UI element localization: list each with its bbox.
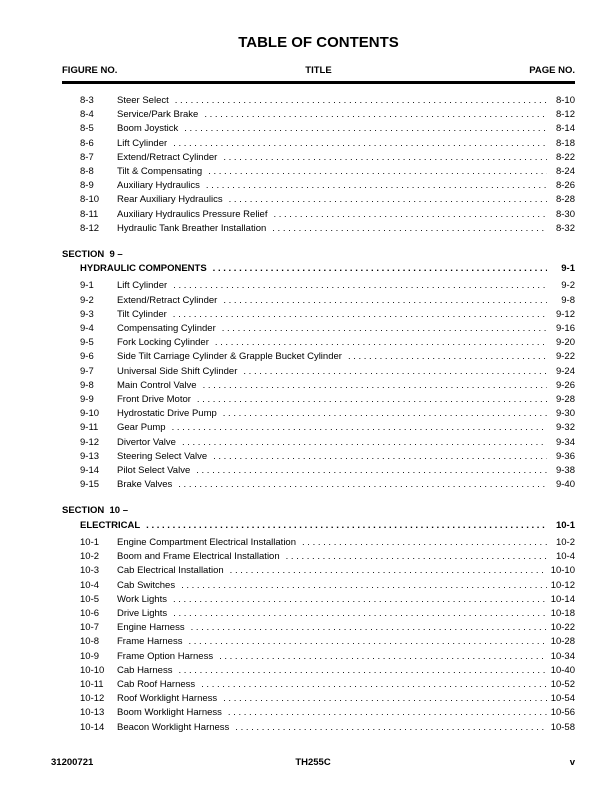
dot-leader: [286, 550, 547, 564]
entry-figure-no: 10-4: [80, 579, 100, 591]
entry-figure-no: 10-8: [80, 636, 100, 648]
entry-figure-no: 9-1: [80, 280, 94, 292]
entry-title: Divertor Valve: [117, 436, 176, 448]
toc-entry: [62, 94, 575, 108]
toc-entry: [62, 294, 575, 308]
toc-entry: [62, 407, 575, 421]
entry-title: Engine Compartment Electrical Installation: [117, 536, 297, 548]
entry-title: Compensating Cylinder: [117, 323, 216, 335]
entry-page-no: 9-36: [555, 450, 575, 462]
dot-leader: [204, 108, 547, 122]
toc-entry: [62, 336, 575, 350]
entry-figure-no: 10-1: [80, 536, 100, 548]
entry-figure-no: 9-10: [80, 408, 100, 420]
dot-leader: [229, 193, 547, 207]
entry-title: Extend/Retract Cylinder: [117, 294, 218, 306]
entry-figure-no: 10-7: [80, 622, 100, 634]
entry-page-no: 8-32: [555, 222, 575, 234]
toc-entry: [62, 350, 575, 364]
entry-title: Pilot Select Valve: [117, 465, 191, 477]
entry-figure-no: 10-3: [80, 565, 100, 577]
entry-page-no: 10-4: [555, 551, 575, 563]
entry-title: Cab Switches: [117, 579, 176, 591]
entry-page-no: 10-12: [550, 579, 575, 591]
entry-title: Service/Park Brake: [117, 109, 199, 121]
entry-figure-no: 10-6: [80, 607, 100, 619]
toc-entry: [62, 279, 575, 293]
entry-title: Rear Auxiliary Hydraulics: [117, 194, 223, 206]
entry-page-no: 10-18: [550, 607, 575, 619]
entry-figure-no: 9-3: [80, 308, 94, 320]
toc-entry: [62, 421, 575, 435]
entry-page-no: 9-30: [555, 408, 575, 420]
column-figure-no: FIGURE NO.: [62, 65, 118, 76]
dot-leader: [172, 421, 547, 435]
toc-entry: [62, 550, 575, 564]
entry-figure-no: 8-9: [80, 180, 94, 192]
section-page-no: 10-1: [555, 519, 575, 531]
entry-page-no: 10-22: [550, 622, 575, 634]
entry-figure-no: 9-6: [80, 351, 94, 363]
dot-leader: [273, 208, 547, 222]
entry-page-no: 10-56: [550, 707, 575, 719]
entry-title: Lift Cylinder: [117, 137, 168, 149]
toc-entry: [62, 664, 575, 678]
entry-page-no: 8-10: [555, 95, 575, 106]
entry-page-no: 9-2: [561, 280, 575, 292]
entry-title: Main Control Valve: [117, 379, 197, 391]
column-title: TITLE: [305, 65, 332, 76]
column-headers: [62, 65, 575, 84]
dot-leader: [272, 222, 547, 236]
entry-figure-no: 9-14: [80, 465, 100, 477]
section-title-row: [62, 262, 575, 276]
toc-entry: [62, 179, 575, 193]
entry-figure-no: 8-7: [80, 151, 94, 163]
dot-leader: [213, 262, 547, 276]
page-content: [62, 34, 575, 735]
entry-page-no: 9-34: [555, 436, 575, 448]
toc-entry: [62, 208, 575, 222]
entry-page-no: 10-10: [550, 565, 575, 577]
dot-leader: [203, 379, 547, 393]
footer-page-number: v: [569, 757, 575, 768]
entry-title: Front Drive Motor: [117, 394, 191, 406]
toc-entry: [62, 678, 575, 692]
entry-page-no: 9-12: [555, 308, 575, 320]
dot-leader: [146, 519, 547, 533]
entry-figure-no: 10-11: [80, 678, 104, 690]
toc-entry: [62, 379, 575, 393]
toc-entry: [62, 478, 575, 492]
entry-page-no: 9-32: [555, 422, 575, 434]
dot-leader: [230, 564, 547, 578]
dot-leader: [178, 664, 547, 678]
dot-leader: [228, 706, 547, 720]
dot-leader: [206, 179, 547, 193]
column-page-no: PAGE NO.: [529, 65, 575, 76]
entry-title: Roof Worklight Harness: [117, 693, 218, 705]
dot-leader: [175, 94, 547, 108]
dot-leader: [235, 721, 547, 735]
entry-title: Tilt & Compensating: [117, 166, 203, 178]
entry-figure-no: 10-5: [80, 593, 100, 605]
entry-title: Boom Worklight Harness: [117, 707, 222, 719]
toc-entry: [62, 579, 575, 593]
entry-title: Frame Option Harness: [117, 650, 214, 662]
toc-entry: [62, 137, 575, 151]
toc-entry: [62, 706, 575, 720]
entry-figure-no: 9-9: [80, 394, 94, 406]
section-page-no: 9-1: [561, 263, 575, 275]
dot-leader: [215, 336, 547, 350]
entry-page-no: 9-8: [561, 294, 575, 306]
dot-leader: [197, 393, 547, 407]
section-title: ELECTRICAL: [80, 519, 141, 531]
toc-entry: [62, 151, 575, 165]
entry-title: Hydrostatic Drive Pump: [117, 408, 217, 420]
entry-figure-no: 9-5: [80, 337, 94, 349]
dot-leader: [188, 635, 547, 649]
entry-title: Steering Select Valve: [117, 450, 208, 462]
toc-entry: [62, 536, 575, 550]
entry-figure-no: 10-13: [80, 707, 105, 719]
entry-title: Boom and Frame Electrical Installation: [117, 551, 280, 563]
section-heading-block: [62, 504, 575, 532]
toc-entry: [62, 650, 575, 664]
dot-leader: [223, 294, 547, 308]
entry-page-no: 8-18: [555, 137, 575, 149]
entry-page-no: 10-14: [550, 593, 575, 605]
entry-figure-no: 9-4: [80, 323, 94, 335]
entry-title: Frame Harness: [117, 636, 183, 648]
toc-entry: [62, 450, 575, 464]
entry-title: Auxiliary Hydraulics Pressure Relief: [117, 208, 268, 220]
entry-figure-no: 8-12: [80, 222, 100, 234]
entry-page-no: 10-34: [550, 650, 575, 662]
entry-figure-no: 8-6: [80, 137, 94, 149]
entry-figure-no: 8-5: [80, 123, 94, 135]
dot-leader: [173, 137, 547, 151]
toc-entry: [62, 308, 575, 322]
entry-title: Engine Harness: [117, 622, 185, 634]
entry-page-no: 10-2: [555, 536, 575, 548]
entry-figure-no: 10-9: [80, 650, 100, 662]
dot-leader: [213, 450, 547, 464]
section-title: HYDRAULIC COMPONENTS: [80, 263, 207, 275]
entry-figure-no: 8-4: [80, 109, 94, 121]
entry-page-no: 9-40: [555, 479, 575, 491]
dot-leader: [222, 322, 547, 336]
dot-leader: [182, 436, 547, 450]
toc-entry: [62, 721, 575, 735]
toc-entry: [62, 564, 575, 578]
entry-page-no: 9-22: [555, 351, 575, 363]
entry-title: Steer Select: [117, 95, 169, 106]
toc-entry: [62, 393, 575, 407]
entry-page-no: 9-24: [555, 365, 575, 377]
dot-leader: [173, 593, 547, 607]
toc-entry: [62, 464, 575, 478]
toc-entry: [62, 165, 575, 179]
entry-figure-no: 10-14: [80, 721, 105, 733]
entry-page-no: 10-28: [550, 636, 575, 648]
entry-figure-no: 9-13: [80, 450, 100, 462]
entry-page-no: 9-28: [555, 394, 575, 406]
toc-entry: [62, 436, 575, 450]
toc-entry: [62, 108, 575, 122]
entry-figure-no: 9-2: [80, 294, 94, 306]
entry-title: Side Tilt Carriage Cylinder & Grapple Bucket Cylinder: [117, 351, 342, 363]
entry-page-no: 9-16: [555, 323, 575, 335]
entry-page-no: 8-26: [555, 180, 575, 192]
toc-body: [62, 94, 575, 735]
dot-leader: [181, 579, 547, 593]
entry-title: Boom Joystick: [117, 123, 179, 135]
dot-leader: [191, 621, 547, 635]
entry-title: Tilt Cylinder: [117, 308, 167, 320]
dot-leader: [223, 151, 547, 165]
toc-entry: [62, 322, 575, 336]
section-label: SECTION 9 –: [62, 249, 123, 261]
entry-title: Brake Valves: [117, 479, 173, 491]
section-heading-block: [62, 248, 575, 276]
entry-title: Cab Harness: [117, 664, 173, 676]
dot-leader: [173, 607, 547, 621]
page-footer: [51, 757, 575, 768]
dot-leader: [302, 536, 547, 550]
entry-title: Cab Roof Harness: [117, 678, 196, 690]
entry-figure-no: 9-11: [80, 422, 99, 434]
toc-entry: [62, 607, 575, 621]
entry-figure-no: 10-12: [80, 693, 105, 705]
entry-page-no: 9-38: [555, 465, 575, 477]
entry-page-no: 10-54: [550, 693, 575, 705]
dot-leader: [173, 279, 547, 293]
entry-figure-no: 9-7: [80, 365, 94, 377]
dot-leader: [348, 350, 547, 364]
dot-leader: [196, 464, 547, 478]
toc-entry: [62, 593, 575, 607]
dot-leader: [173, 308, 547, 322]
entry-page-no: 8-30: [555, 208, 575, 220]
entry-figure-no: 10-2: [80, 551, 100, 563]
entry-page-no: 8-14: [555, 123, 575, 135]
entry-page-no: 8-24: [555, 166, 575, 178]
dot-leader: [184, 122, 547, 136]
entry-title: Cab Electrical Installation: [117, 565, 224, 577]
entry-page-no: 10-40: [550, 664, 575, 676]
entry-page-no: 9-26: [555, 379, 575, 391]
footer-part-number: 31200721: [51, 757, 94, 768]
dot-leader: [219, 650, 547, 664]
dot-leader: [201, 678, 547, 692]
toc-entry: [62, 635, 575, 649]
entry-title: Lift Cylinder: [117, 280, 168, 292]
entry-title: Beacon Worklight Harness: [117, 721, 230, 733]
entry-figure-no: 9-12: [80, 436, 100, 448]
entry-title: Work Lights: [117, 593, 167, 605]
entry-page-no: 10-52: [550, 678, 575, 690]
section-title-row: [62, 519, 575, 533]
entry-figure-no: 9-15: [80, 479, 100, 491]
entry-page-no: 8-22: [555, 151, 575, 163]
dot-leader: [178, 478, 547, 492]
dot-leader: [223, 407, 547, 421]
entry-page-no: 9-20: [555, 337, 575, 349]
footer-model: TH255C: [295, 757, 331, 768]
entry-title: Gear Pump: [117, 422, 166, 434]
entry-page-no: 10-58: [550, 721, 575, 733]
entry-title: Drive Lights: [117, 607, 168, 619]
toc-entry: [62, 122, 575, 136]
dot-leader: [243, 365, 547, 379]
toc-entry: [62, 193, 575, 207]
toc-entry: [62, 692, 575, 706]
entry-figure-no: 8-8: [80, 166, 94, 178]
entry-title: Fork Locking Cylinder: [117, 337, 209, 349]
entry-title: Extend/Retract Cylinder: [117, 151, 218, 163]
entry-figure-no: 8-3: [80, 95, 94, 106]
entry-title: Universal Side Shift Cylinder: [117, 365, 238, 377]
section-label: SECTION 10 –: [62, 505, 128, 517]
dot-leader: [223, 692, 547, 706]
toc-entry: [62, 365, 575, 379]
page-title: TABLE OF CONTENTS: [238, 34, 399, 51]
toc-entry: [62, 222, 575, 236]
entry-page-no: 8-12: [555, 109, 575, 121]
dot-leader: [208, 165, 547, 179]
toc-entry: [62, 621, 575, 635]
entry-title: Hydraulic Tank Breather Installation: [117, 222, 267, 234]
entry-figure-no: 8-10: [80, 194, 100, 206]
entry-title: Auxiliary Hydraulics: [117, 180, 200, 192]
entry-figure-no: 9-8: [80, 379, 94, 391]
entry-figure-no: 10-10: [80, 664, 105, 676]
entry-figure-no: 8-11: [80, 208, 99, 220]
entry-page-no: 8-28: [555, 194, 575, 206]
